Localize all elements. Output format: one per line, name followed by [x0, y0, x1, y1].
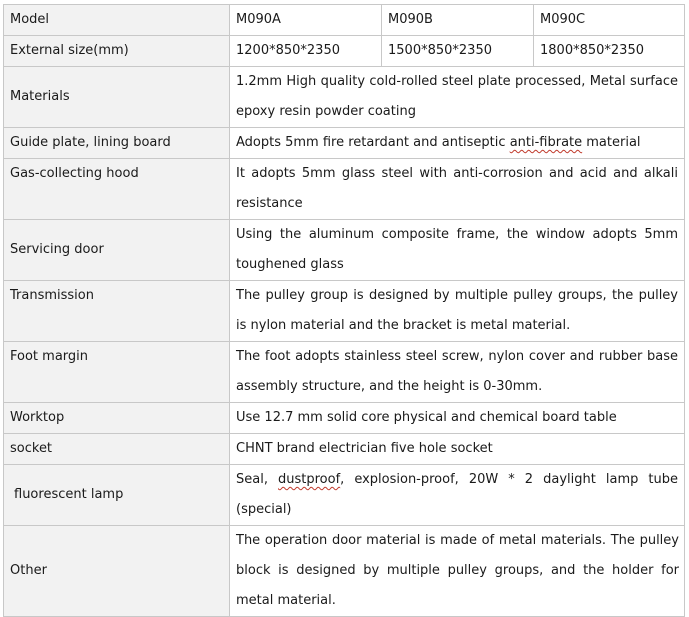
guide-plate-text-1: Adopts 5mm fire retardant and antiseptic [236, 135, 510, 150]
guide-plate-text-2: material [582, 135, 641, 150]
row-label-materials: Materials [4, 67, 230, 128]
gas-hood-value: It adopts 5mm glass steel with anti-corrosion and acid and alkali resistance [230, 159, 685, 220]
row-label-gas-hood: Gas-collecting hood [4, 159, 230, 220]
size-b: 1500*850*2350 [382, 36, 534, 67]
other-value: The operation door material is made of metal materials. The pulley block is designed by multiple pulley groups, and the holder for metal material. [230, 526, 685, 617]
table-row-fluorescent-lamp [4, 465, 685, 526]
size-c: 1800*850*2350 [534, 36, 685, 67]
row-label-external-size: External size(mm) [4, 36, 230, 67]
lamp-text-1: Seal, [236, 472, 278, 487]
table-row-model [4, 5, 685, 36]
table-row-gas-hood [4, 159, 685, 220]
table-row-servicing-door [4, 220, 685, 281]
size-a: 1200*850*2350 [230, 36, 382, 67]
materials-value: 1.2mm High quality cold-rolled steel plate processed, Metal surface epoxy resin powder coating [230, 67, 685, 128]
row-label-transmission: Transmission [4, 281, 230, 342]
table-row-guide-plate [4, 128, 685, 159]
table-row-other [4, 526, 685, 617]
lamp-text-2: , explosion-proof, 20W * 2 daylight lamp tube (special) [236, 472, 678, 517]
transmission-value: The pulley group is designed by multiple pulley groups, the pulley is nylon material and the bracket is metal material. [230, 281, 685, 342]
table-row-foot-margin [4, 342, 685, 403]
table-row-transmission [4, 281, 685, 342]
row-label-fluorescent-lamp: fluorescent lamp [4, 465, 230, 526]
table-row-external-size [4, 36, 685, 67]
table-row-materials [4, 67, 685, 128]
table-row-worktop [4, 403, 685, 434]
spec-table-container [3, 4, 684, 617]
foot-margin-value: The foot adopts stainless steel screw, nylon cover and rubber base assembly structure, and the height is 0-30mm. [230, 342, 685, 403]
row-label-guide-plate: Guide plate, lining board [4, 128, 230, 159]
table-row-socket [4, 434, 685, 465]
guide-plate-value [230, 128, 685, 159]
socket-value: CHNT brand electrician five hole socket [230, 434, 685, 465]
row-label-other: Other [4, 526, 230, 617]
row-label-worktop: Worktop [4, 403, 230, 434]
model-b: M090B [382, 5, 534, 36]
spellcheck-marked-word: dustproof [278, 472, 341, 487]
worktop-value: Use 12.7 mm solid core physical and chemical board table [230, 403, 685, 434]
servicing-door-value: Using the aluminum composite frame, the window adopts 5mm toughened glass [230, 220, 685, 281]
model-c: M090C [534, 5, 685, 36]
fluorescent-lamp-value [230, 465, 685, 526]
spec-table [3, 4, 685, 617]
model-a: M090A [230, 5, 382, 36]
row-label-foot-margin: Foot margin [4, 342, 230, 403]
row-label-socket: socket [4, 434, 230, 465]
row-label-servicing-door: Servicing door [4, 220, 230, 281]
spellcheck-marked-word: anti-fibrate [509, 135, 583, 150]
row-label-model: Model [4, 5, 230, 36]
